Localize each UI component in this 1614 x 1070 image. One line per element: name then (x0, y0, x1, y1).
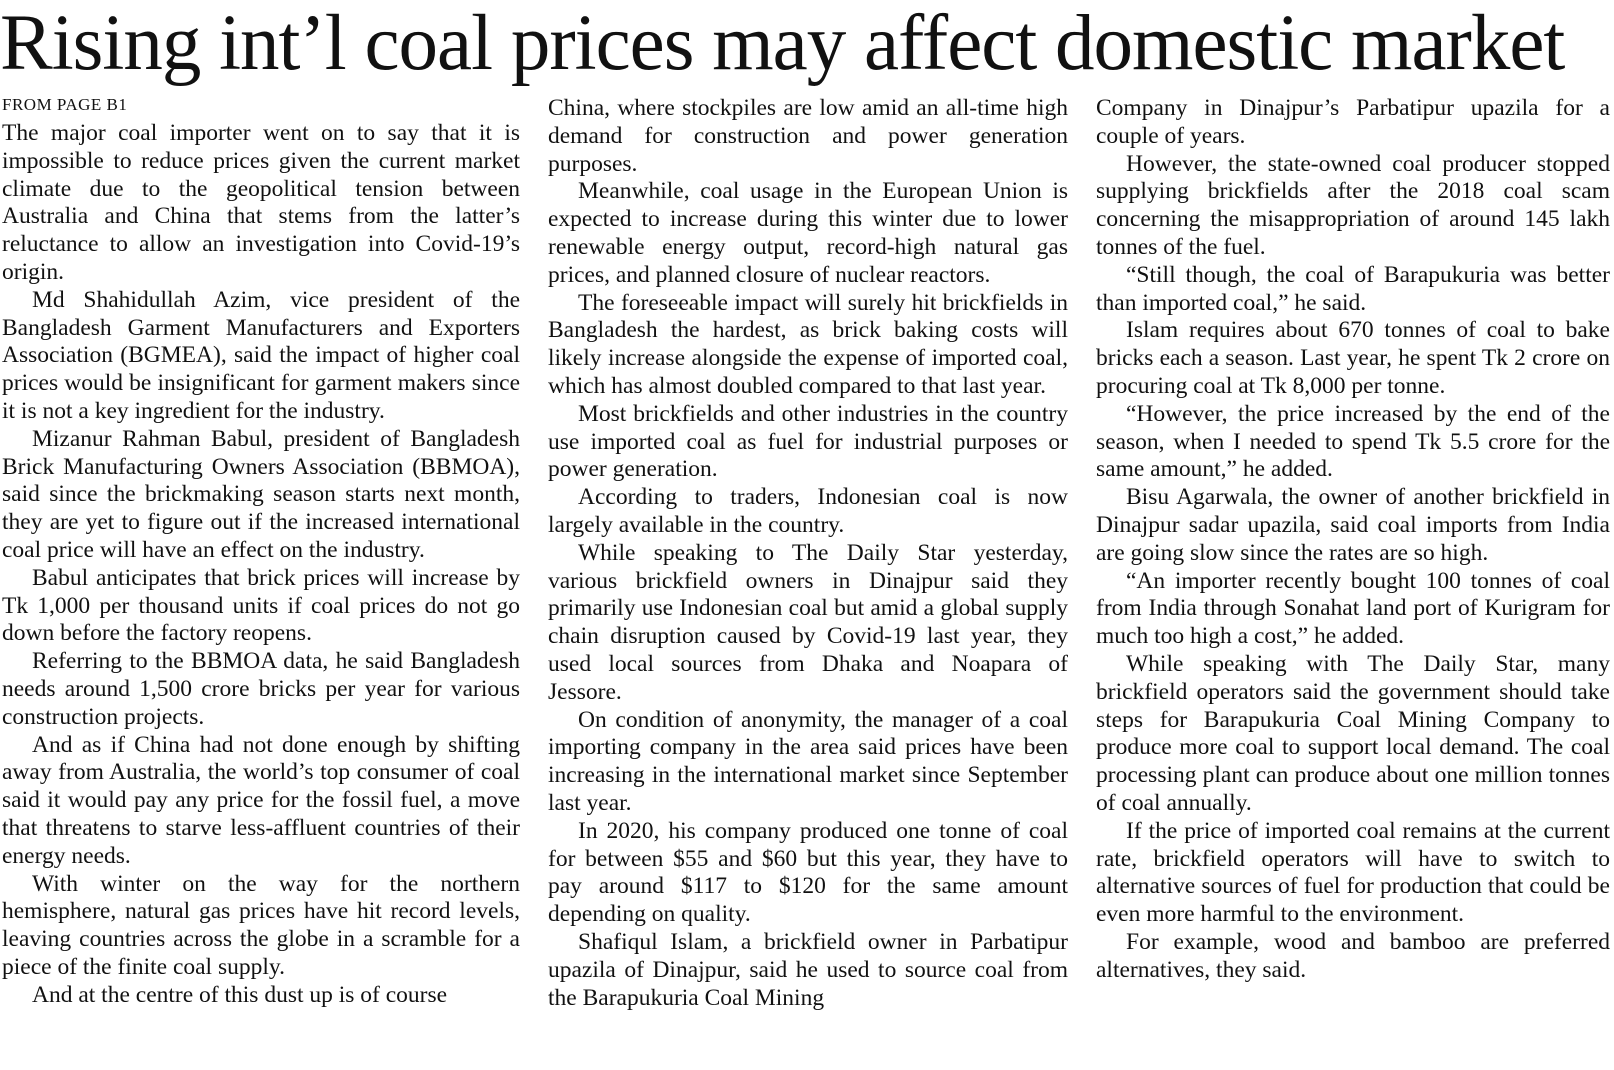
paragraph: Shafiqul Islam, a brickfield owner in Parbatipur upazila of Dinajpur, said he used to source coal from the Barapukuria Coal Mining (548, 928, 1068, 1011)
article-column-1 (2, 95, 520, 1010)
paragraph: The foreseeable impact will surely hit brickfields in Bangladesh the hardest, as brick baking costs will likely increase alongside the expense of imported coal, which has almost doubled compared to that last year. (548, 289, 1068, 399)
paragraph: And as if China had not done enough by shifting away from Australia, the world’s top consumer of coal said it would pay any price for the fossil fuel, a move that threatens to starve less-affluent countries of their energy needs. (2, 731, 520, 869)
paragraph: “Still though, the coal of Barapukuria was better than imported coal,” he said. (1096, 261, 1610, 316)
paragraph: In 2020, his company produced one tonne of coal for between $55 and $60 but this year, they have to pay around $117 to $120 for the same amount depending on quality. (548, 817, 1068, 928)
paragraph: For example, wood and bamboo are preferred alternatives, they said. (1096, 928, 1610, 983)
paragraph: Babul anticipates that brick prices will increase by Tk 1,000 per thousand units if coal prices do not go down before the factory reopens. (2, 564, 520, 647)
paragraph: Company in Dinajpur’s Parbatipur upazila for a couple of years. (1096, 95, 1610, 149)
paragraph: And at the centre of this dust up is of course (32, 981, 448, 1008)
paragraph: Islam requires about 670 tonnes of coal to bake bricks each a season. Last year, he spent Tk 2 crore on procuring coal at Tk 8,000 per tonne. (1096, 317, 1610, 399)
paragraph: Mizanur Rahman Babul, president of Bangladesh Brick Manufacturing Owners Association (BBMOA), said since the brickmaking season starts next month, they are yet to figure out if the increased international coal price will have an effect on the industry. (2, 425, 520, 563)
paragraph: “However, the price increased by the end of the season, when I needed to spend Tk 5.5 crore for the same amount,” he added. (1096, 400, 1610, 483)
paragraph: While speaking with The Daily Star, many brickfield operators said the government should take steps for Barapukuria Coal Mining Company to produce more coal to support local demand. The coal processing plant can produce about one million tonnes of coal annually. (1096, 650, 1610, 816)
paragraph: Bisu Agarwala, the owner of another brickfield in Dinajpur sadar upazila, said coal imports from India are going slow since the rates are so high. (1096, 484, 1610, 566)
paragraph: On condition of anonymity, the manager of a coal importing company in the area said prices have been increasing in the international market since September last year. (548, 706, 1068, 816)
headline: Rising int’l coal prices may affect domestic market (0, 0, 1565, 87)
paragraph: Md Shahidullah Azim, vice president of the Bangladesh Garment Manufacturers and Exporters Association (BGMEA), said the impact of higher coal prices would be insignificant for garment makers since it is not a key ingredient for the industry. (2, 286, 520, 424)
paragraph: However, the state-owned coal producer stopped supplying brickfields after the 2018 coal scam concerning the misappropriation of around 145 lakh tonnes of the fuel. (1096, 150, 1610, 260)
paragraph: With winter on the way for the northern hemisphere, natural gas prices have hit record levels, leaving countries across the globe in a scramble for a piece of the finite coal supply. (2, 870, 520, 980)
paragraph: According to traders, Indonesian coal is now largely available in the country. (548, 484, 1068, 538)
paragraph: The major coal importer went on to say that it is impossible to reduce prices given the current market climate due to the geopolitical tension between Australia and China that stems from the latter’s reluctance to allow an investigation into Covid-19’s origin. (2, 120, 520, 285)
paragraph: “An importer recently bought 100 tonnes of coal from India through Sonahat land port of Kurigram for much too high a cost,” he added. (1096, 567, 1610, 650)
paragraph: While speaking to The Daily Star yesterday, various brickfield owners in Dinajpur said they primarily use Indonesian coal but amid a global supply chain disruption caused by Covid-19 last year, they used local sources from Dhaka and Noapara of Jessore. (548, 539, 1068, 705)
paragraph: If the price of imported coal remains at the current rate, brickfield operators will have to switch to alternative sources of fuel for production that could be even more harmful to the environment. (1096, 817, 1610, 928)
paragraph: Most brickfields and other industries in the country use imported coal as fuel for industrial purposes or power generation. (548, 400, 1068, 483)
paragraph: China, where stockpiles are low amid an all-time high demand for construction and power generation purposes. (548, 95, 1068, 177)
paragraph: Meanwhile, coal usage in the European Union is expected to increase during this winter due to lower renewable energy output, record-high natural gas prices, and planned closure of nuclear reactors. (548, 178, 1068, 288)
paragraph: Referring to the BBMOA data, he said Bangladesh needs around 1,500 crore bricks per year for various construction projects. (2, 648, 520, 730)
continuation-label: FROM PAGE B1 (2, 95, 128, 114)
article-column-2 (548, 95, 1068, 1012)
article-column-3 (1096, 95, 1610, 985)
